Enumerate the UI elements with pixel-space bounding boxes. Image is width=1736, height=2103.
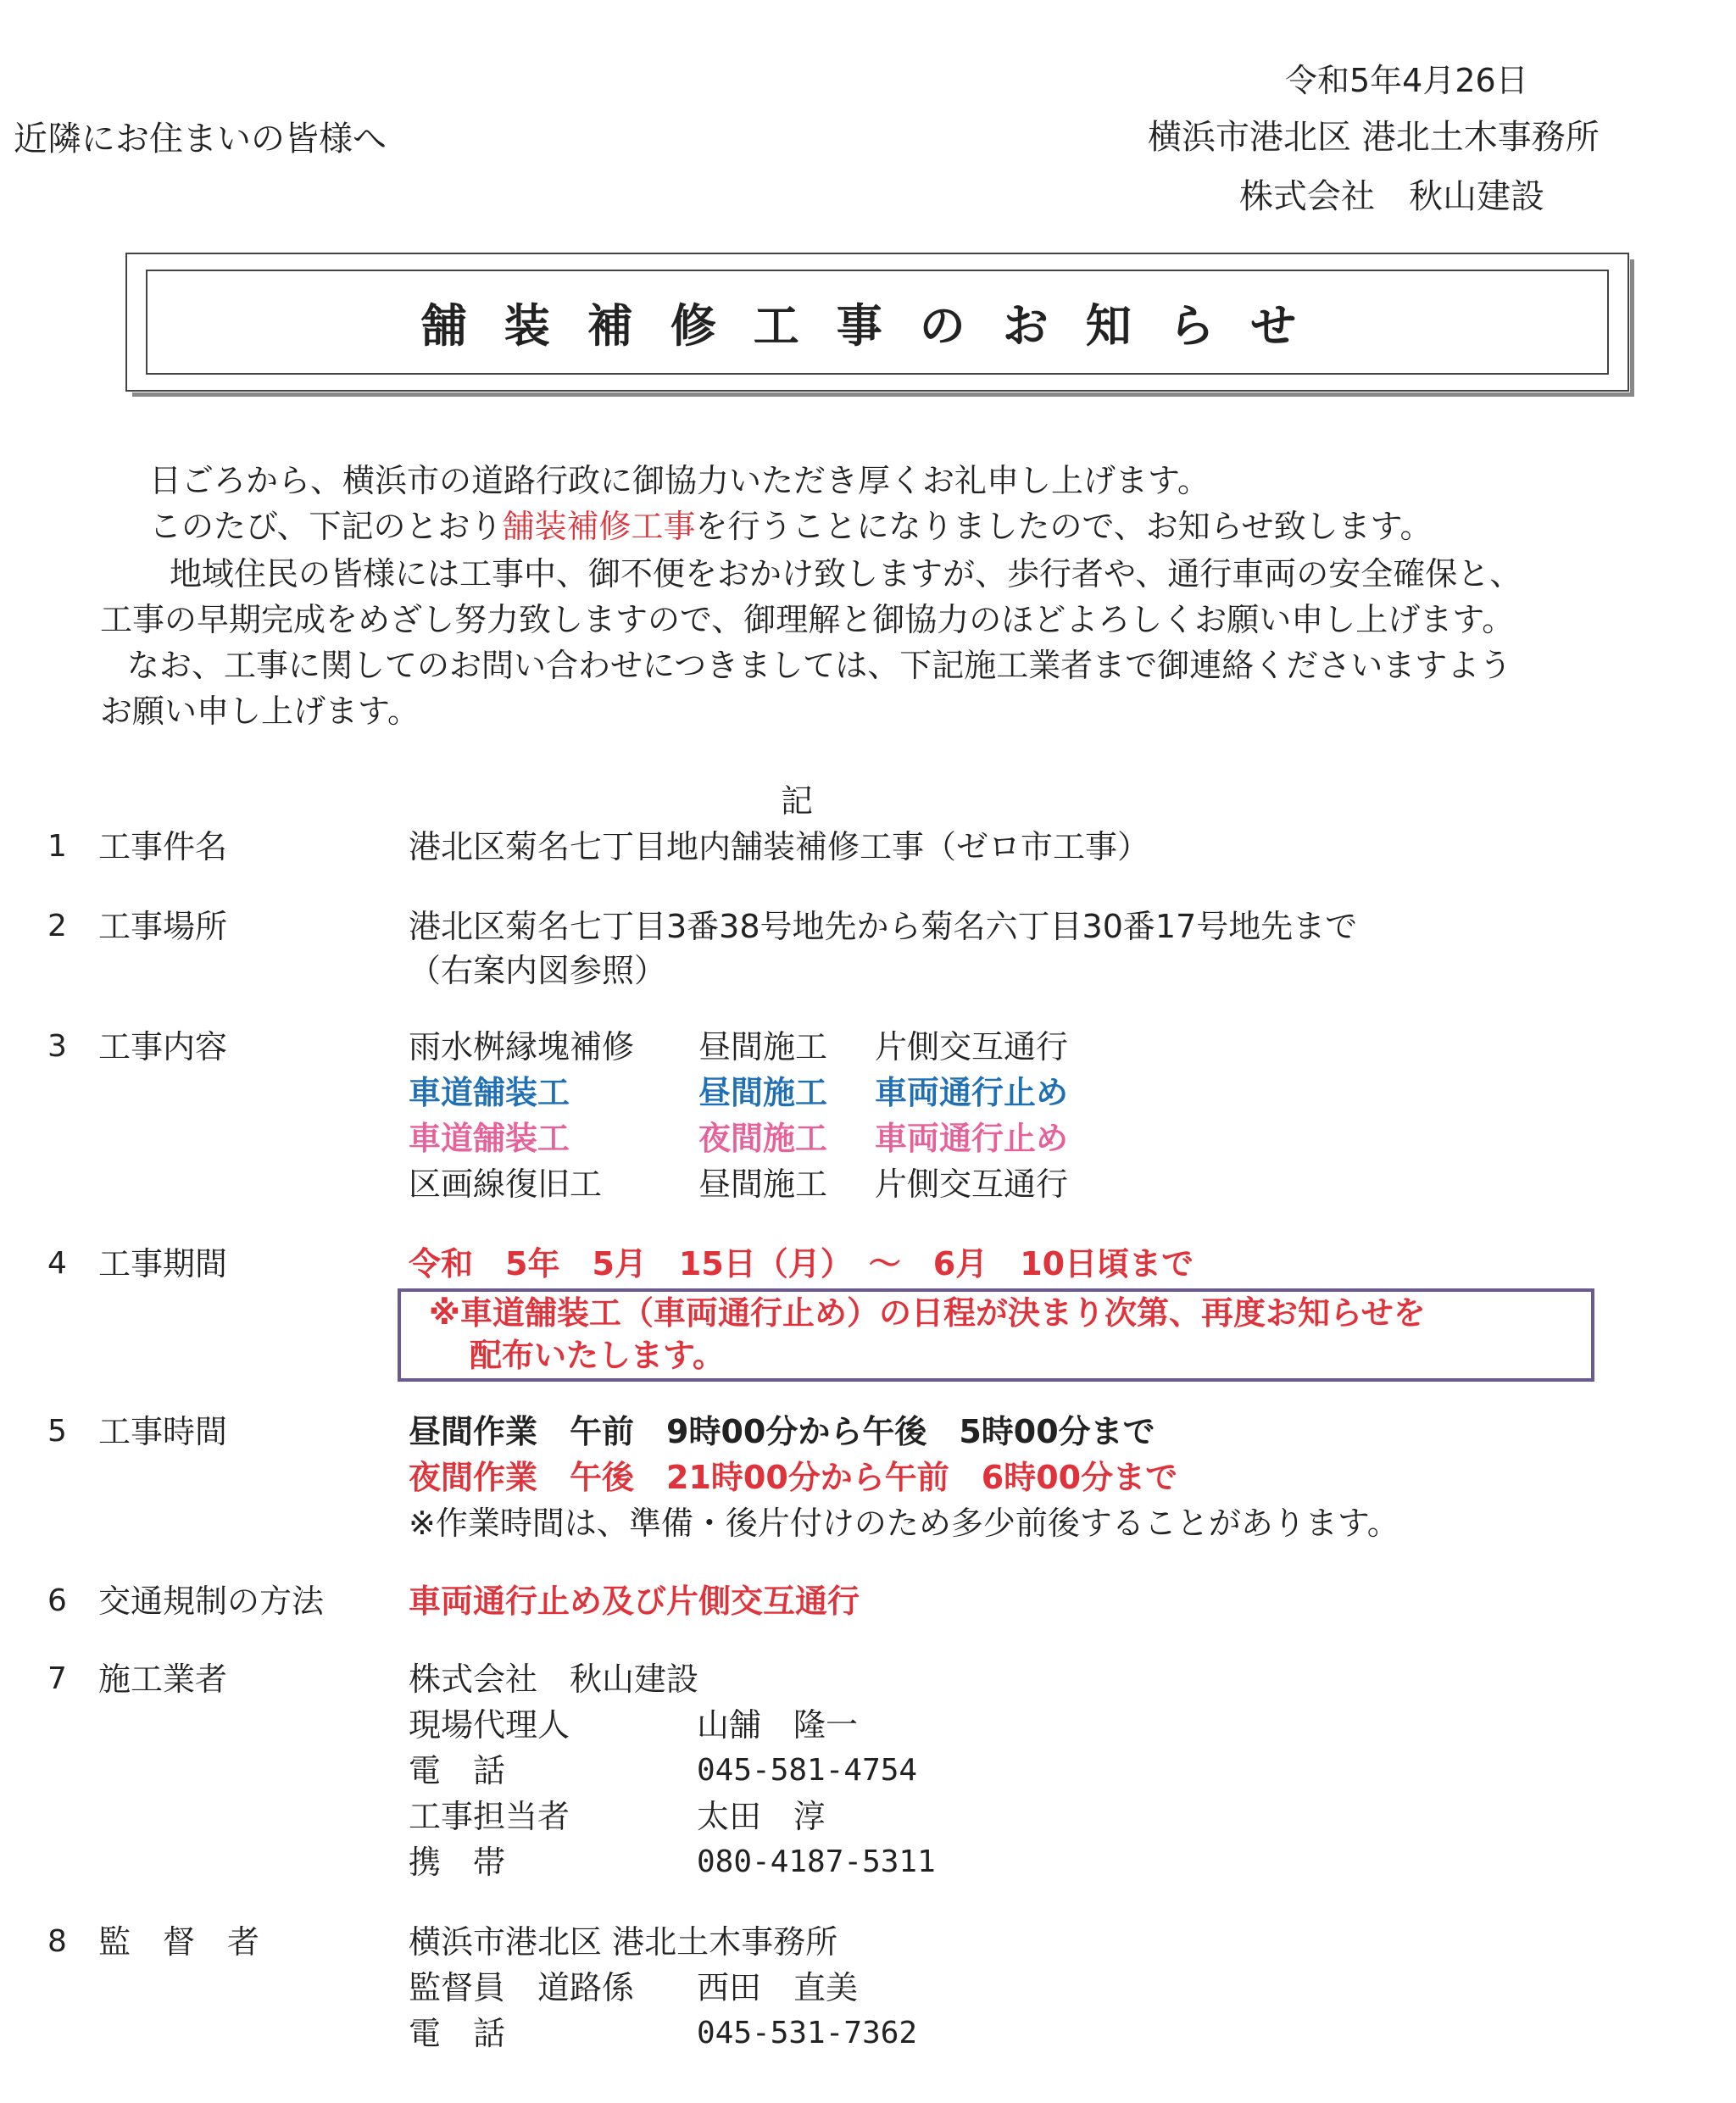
work-location-line1: 港北区菊名七丁目3番38号地先から菊名六丁目30番17号地先まで bbox=[409, 908, 1358, 945]
work-name-value: 港北区菊名七丁目地内舗装補修工事（ゼロ市工事） bbox=[409, 828, 1150, 865]
content-work: 車道舗装工 bbox=[409, 1074, 570, 1111]
issuer-office: 横浜市港北区 港北土木事務所 bbox=[1148, 118, 1600, 157]
supervisor-office: 横浜市港北区 港北土木事務所 bbox=[409, 1923, 838, 1961]
content-time: 昼間施工 bbox=[698, 1074, 828, 1111]
ki-heading: 記 bbox=[781, 782, 814, 820]
item-label-work-hours: 工事時間 bbox=[98, 1413, 228, 1450]
contractor-role: 携 帯 bbox=[409, 1844, 506, 1881]
content-traffic: 片側交互通行 bbox=[875, 1028, 1069, 1065]
issuer-company: 株式会社 秋山建設 bbox=[1239, 177, 1544, 216]
item-label-traffic-method: 交通規制の方法 bbox=[98, 1583, 325, 1620]
contractor-role: 現場代理人 bbox=[409, 1706, 570, 1744]
content-traffic: 車両通行止め bbox=[875, 1074, 1069, 1111]
contractor-role: 工事担当者 bbox=[409, 1798, 570, 1835]
contractor-value: 太田 淳 bbox=[697, 1798, 826, 1835]
title-frame bbox=[125, 253, 1629, 392]
content-work: 区画線復旧工 bbox=[409, 1166, 603, 1203]
intro-paragraph-4-line2: お願い申し上げます。 bbox=[100, 693, 420, 730]
item-number: 1 bbox=[47, 829, 67, 864]
schedule-notice-line1: ※車道舗装工（車両通行止め）の日程が決まり次第、再度お知らせを bbox=[429, 1294, 1426, 1332]
schedule-notice-line2: 配布いたします。 bbox=[470, 1337, 725, 1374]
content-traffic: 片側交互通行 bbox=[875, 1166, 1069, 1203]
intro-paragraph-4-line1: なお、工事に関してのお問い合わせにつきましては、下記施工業者まで御連絡くださいますよう bbox=[127, 647, 1512, 684]
item-number: 2 bbox=[47, 909, 67, 943]
supervisor-phone-label: 電 話 bbox=[409, 2015, 506, 2052]
title-inner-frame bbox=[146, 270, 1609, 375]
content-work: 雨水桝縁塊補修 bbox=[409, 1028, 635, 1065]
work-hours-note: ※作業時間は、準備・後片付けのため多少前後することがあります。 bbox=[409, 1505, 1399, 1542]
item-number: 6 bbox=[47, 1583, 67, 1618]
item-label-supervisor: 監 督 者 bbox=[98, 1923, 260, 1961]
item-number: 8 bbox=[47, 1924, 67, 1959]
supervisor-name: 西田 直美 bbox=[697, 1969, 859, 2006]
work-location-line2: （右案内図参照） bbox=[409, 952, 667, 989]
intro-p2-post: を行うことになりましたので、お知らせ致します。 bbox=[695, 508, 1433, 545]
intro-paragraph-1: 日ごろから、横浜市の道路行政に御協力いただき厚くお礼申し上げます。 bbox=[149, 462, 1210, 499]
item-label-work-period: 工事期間 bbox=[98, 1245, 228, 1282]
intro-paragraph-2 bbox=[149, 503, 1433, 549]
item-label-work-content: 工事内容 bbox=[98, 1028, 228, 1065]
content-time: 昼間施工 bbox=[698, 1028, 828, 1065]
recipient-line: 近隣にお住まいの皆様へ bbox=[14, 120, 387, 159]
intro-paragraph-3-line1: 地域住民の皆様には工事中、御不便をおかけ致しますが、歩行者や、通行車両の安全確保と、 bbox=[170, 555, 1522, 593]
supervisor-phone: 045-531-7362 bbox=[697, 2016, 918, 2050]
page-title: 舗装補修工事のお知らせ bbox=[420, 298, 1334, 353]
contractor-role: 電 話 bbox=[409, 1752, 506, 1789]
night-work-hours: 夜間作業 午後 21時00分から午前 6時00分まで bbox=[409, 1459, 1178, 1496]
intro-p2-highlight: 舗装補修工事 bbox=[502, 508, 696, 545]
issue-date: 令和5年4月26日 bbox=[1285, 62, 1528, 99]
contractor-value: 山舗 隆一 bbox=[697, 1706, 859, 1744]
item-number: 7 bbox=[47, 1661, 67, 1696]
item-number: 4 bbox=[47, 1246, 67, 1281]
item-label-work-name: 工事件名 bbox=[98, 828, 228, 865]
item-label-work-location: 工事場所 bbox=[98, 908, 228, 945]
item-label-contractor: 施工業者 bbox=[98, 1661, 228, 1698]
intro-paragraph-3-line2: 工事の早期完成をめざし努力致しますので、御理解と御協力のほどよろしくお願い申し上げます。 bbox=[100, 601, 1515, 638]
item-number: 3 bbox=[47, 1029, 67, 1064]
supervisor-role: 監督員 道路係 bbox=[409, 1969, 635, 2006]
content-work: 車道舗装工 bbox=[409, 1120, 570, 1157]
contractor-company: 株式会社 秋山建設 bbox=[409, 1661, 699, 1698]
day-work-hours: 昼間作業 午前 9時00分から午後 5時00分まで bbox=[409, 1413, 1155, 1450]
work-period-value: 令和 5年 5月 15日（月） ～ 6月 10日頃まで bbox=[409, 1245, 1194, 1282]
content-traffic: 車両通行止め bbox=[875, 1120, 1069, 1157]
content-time: 夜間施工 bbox=[698, 1120, 828, 1157]
traffic-method-value: 車両通行止め及び片側交互通行 bbox=[409, 1583, 860, 1620]
intro-p2-pre: このたび、下記のとおり bbox=[149, 508, 503, 545]
item-number: 5 bbox=[47, 1414, 67, 1449]
contractor-phone: 045-581-4754 bbox=[697, 1753, 918, 1788]
content-time: 昼間施工 bbox=[698, 1166, 828, 1203]
contractor-mobile: 080-4187-5311 bbox=[697, 1844, 936, 1879]
